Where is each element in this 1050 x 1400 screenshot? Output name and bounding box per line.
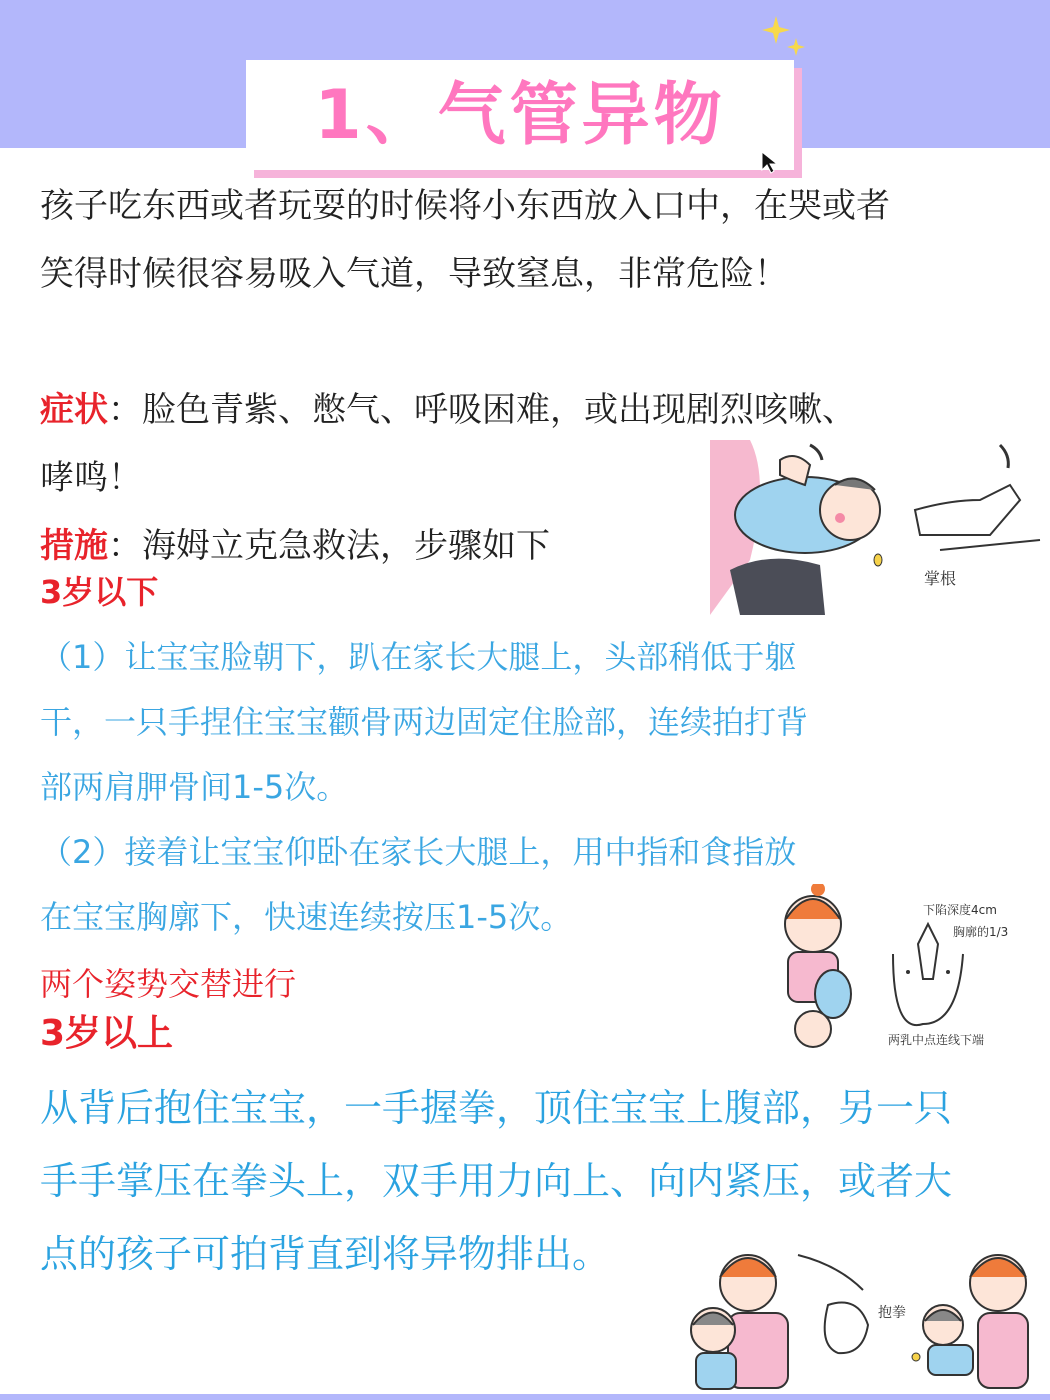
fist-label: 抱拳 — [878, 1305, 906, 1321]
intro-paragraph: 孩子吃东西或者玩耍的时候将小东西放入口中，在哭或者笑得时候很容易吸入气道，导致窒息，非常危险！ — [40, 186, 890, 294]
back-blows-illustration — [710, 440, 1045, 615]
under3-note: 两个姿势交替进行 — [40, 965, 297, 1003]
measures-text: 海姆立克急救法，步骤如下 — [142, 526, 550, 566]
page-title: 1、气管异物 — [314, 76, 726, 155]
symptoms-label: 症状 — [40, 390, 108, 430]
heimlich-illustration — [688, 1245, 1038, 1393]
cursor-icon — [760, 150, 784, 174]
under3-heading: 3岁以下 — [40, 573, 159, 611]
symptoms-colon: ： — [108, 390, 142, 430]
position-label: 两乳中点连线下端 — [888, 1033, 985, 1047]
over3-text: 从背后抱住宝宝，一手握拳，顶住宝宝上腹部，另一只手手掌压在拳头上，双手用力向上、向内紧压，或者大点的孩子可拍背直到将异物排出。 — [40, 1086, 953, 1276]
depth-label: 下陷深度4cm — [923, 903, 997, 917]
under3-step1: （1）让宝宝脸朝下，趴在家长大腿上，头部稍低于躯干，一只手捏住宝宝颧骨两边固定住脸部，连续拍打背部两肩胛骨间1-5次。 — [40, 638, 809, 806]
title-card — [246, 60, 794, 170]
under3-step2: （2）接着让宝宝仰卧在家长大腿上，用中指和食指放在宝宝胸廓下，快速连续按压1-5次。 — [40, 833, 797, 936]
bottom-band — [0, 1394, 1050, 1400]
palm-label: 掌根 — [924, 569, 957, 588]
sparkle-icon — [762, 14, 810, 62]
chest-thrusts-illustration — [778, 884, 1042, 1070]
over3-heading: 3岁以上 — [40, 1013, 174, 1054]
measures-colon: ： — [108, 526, 142, 566]
ratio-label: 胸廓的1/3 — [953, 925, 1009, 939]
measures-paragraph — [40, 512, 700, 580]
symptoms-text: 脸色青紫、憋气、呼吸困难，或出现剧烈咳嗽、哮鸣！ — [40, 390, 856, 498]
measures-label: 措施 — [40, 526, 108, 566]
